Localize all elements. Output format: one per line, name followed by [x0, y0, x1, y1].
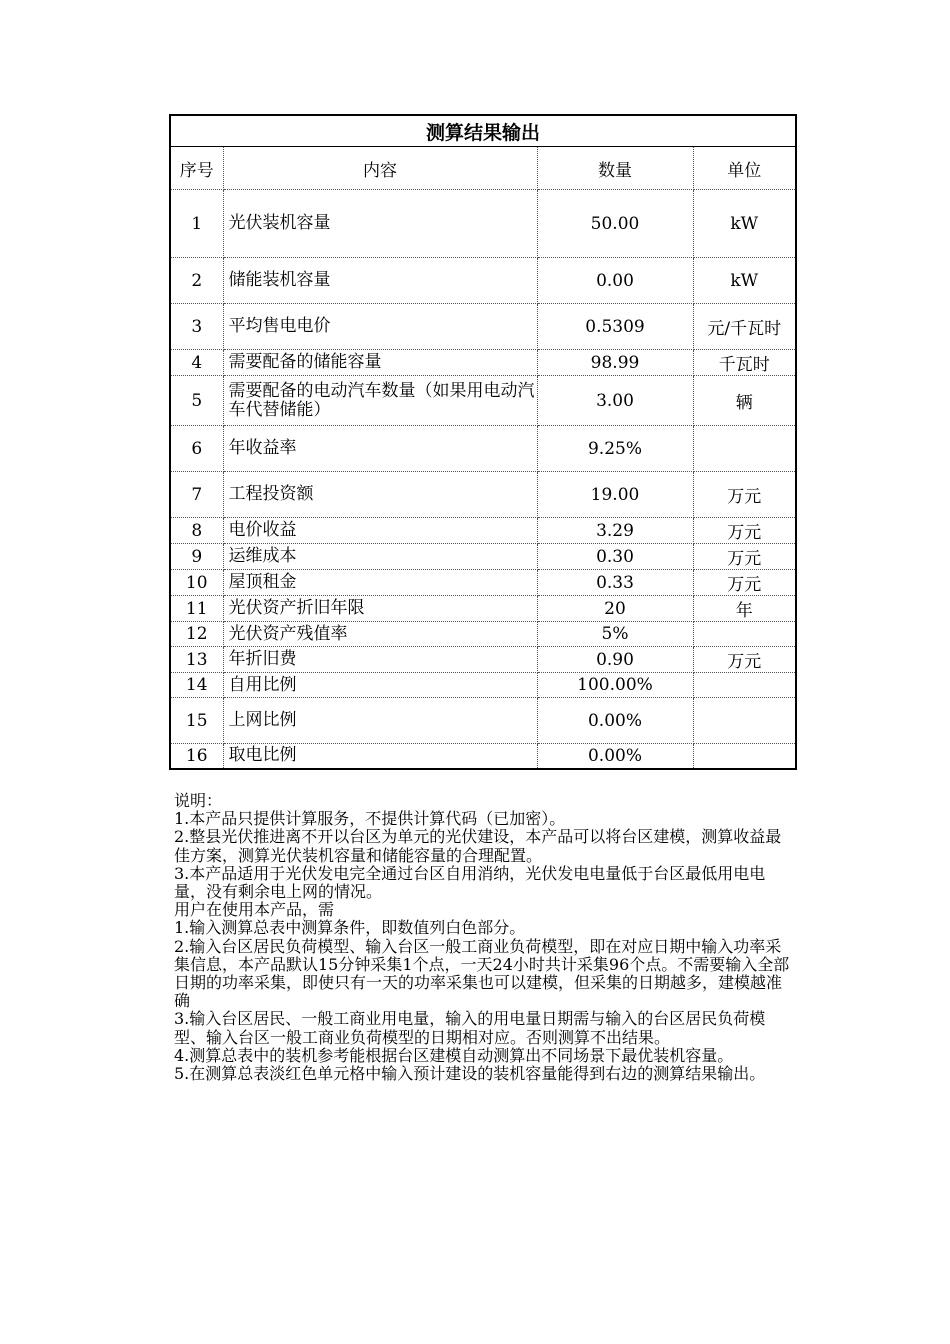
note-line: 1.本产品只提供计算服务，不提供计算代码（已加密）。	[174, 809, 566, 829]
row-content: 平均售电电价	[223, 304, 537, 350]
note-line: 2.输入台区居民负荷模型、输入台区一般工商业负荷模型，即在对应日期中输入功率采集信息，本产品默认15分钟采集1个点，一天24小时共计采集96个点。不需要输入全部日期的功率采集，即使只有一天的功率采集也可以建模，但采集的日期越多，建模越准确	[174, 936, 790, 1011]
row-qty: 0.30	[537, 544, 693, 570]
row-no: 2	[170, 258, 223, 304]
table-row	[170, 544, 796, 570]
result-table	[169, 114, 797, 770]
row-unit: 万元	[693, 472, 796, 518]
table-row	[170, 304, 796, 350]
header-qty: 数量	[537, 147, 693, 190]
table-row	[170, 350, 796, 376]
row-content: 储能装机容量	[223, 258, 537, 304]
row-unit: 辆	[693, 376, 796, 426]
row-no: 10	[170, 570, 223, 596]
row-unit: 万元	[693, 518, 796, 544]
row-no: 1	[170, 190, 223, 258]
row-unit	[693, 744, 796, 769]
row-no: 9	[170, 544, 223, 570]
table-title: 测算结果输出	[170, 115, 796, 147]
table-row	[170, 647, 796, 673]
note-line: 3.输入台区居民、一般工商业用电量，输入的用电量日期需与输入的台区居民负荷模型、输入台区一般工商业负荷模型的日期相对应。否则测算不出结果。	[174, 1009, 766, 1047]
row-content: 自用比例	[223, 673, 537, 698]
row-no: 8	[170, 518, 223, 544]
row-content: 光伏装机容量	[223, 190, 537, 258]
note-line: 2.整县光伏推进离不开以台区为单元的光伏建设，本产品可以将台区建模，测算收益最佳方案，测算光伏装机容量和储能容量的合理配置。	[174, 827, 782, 865]
row-unit: 万元	[693, 544, 796, 570]
header-no: 序号	[170, 147, 223, 190]
row-content: 电价收益	[223, 518, 537, 544]
row-no: 16	[170, 744, 223, 769]
table-row	[170, 518, 796, 544]
row-no: 11	[170, 596, 223, 622]
row-qty: 5%	[537, 622, 693, 647]
table-row	[170, 570, 796, 596]
row-content: 光伏资产折旧年限	[223, 596, 537, 622]
row-qty: 19.00	[537, 472, 693, 518]
row-unit	[693, 622, 796, 647]
notes-section	[174, 792, 790, 1083]
row-no: 7	[170, 472, 223, 518]
row-no: 14	[170, 673, 223, 698]
row-unit	[693, 426, 796, 472]
table-row	[170, 258, 796, 304]
row-content: 上网比例	[223, 698, 537, 744]
table-row	[170, 190, 796, 258]
row-content: 需要配备的电动汽车数量（如果用电动汽车代替储能）	[223, 376, 537, 426]
row-content: 取电比例	[223, 744, 537, 769]
table-row	[170, 744, 796, 769]
row-qty: 20	[537, 596, 693, 622]
note-line: 5.在测算总表淡红色单元格中输入预计建设的装机容量能得到右边的测算结果输出。	[174, 1064, 766, 1084]
row-content: 屋顶租金	[223, 570, 537, 596]
table-row	[170, 622, 796, 647]
header-content: 内容	[223, 147, 537, 190]
table-row	[170, 596, 796, 622]
row-unit: 万元	[693, 647, 796, 673]
note-line: 1.输入测算总表中测算条件，即数值列白色部分。	[174, 918, 526, 938]
note-line: 4.测算总表中的装机参考能根据台区建模自动测算出不同场景下最优装机容量。	[174, 1045, 734, 1065]
row-qty: 0.90	[537, 647, 693, 673]
row-content: 需要配备的储能容量	[223, 350, 537, 376]
table-row	[170, 673, 796, 698]
row-no: 6	[170, 426, 223, 472]
row-no: 3	[170, 304, 223, 350]
row-no: 15	[170, 698, 223, 744]
row-unit: 年	[693, 596, 796, 622]
row-qty: 3.00	[537, 376, 693, 426]
row-qty: 50.00	[537, 190, 693, 258]
row-content: 年收益率	[223, 426, 537, 472]
row-qty: 3.29	[537, 518, 693, 544]
row-unit: kW	[693, 190, 796, 258]
header-unit: 单位	[693, 147, 796, 190]
row-qty: 0.00%	[537, 744, 693, 769]
row-qty: 0.00	[537, 258, 693, 304]
row-no: 5	[170, 376, 223, 426]
row-content: 工程投资额	[223, 472, 537, 518]
row-no: 13	[170, 647, 223, 673]
row-qty: 0.5309	[537, 304, 693, 350]
row-qty: 0.00%	[537, 698, 693, 744]
row-no: 4	[170, 350, 223, 376]
note-line: 用户在使用本产品，需	[174, 900, 335, 920]
result-sheet	[169, 114, 795, 770]
note-line: 3.本产品适用于光伏发电完全通过台区自用消纳，光伏发电电量低于台区最低用电电量，没有剩余电上网的情况。	[174, 863, 766, 902]
row-no: 12	[170, 622, 223, 647]
table-row	[170, 472, 796, 518]
row-unit: 元/千瓦时	[693, 304, 796, 350]
row-content: 运维成本	[223, 544, 537, 570]
row-qty: 0.33	[537, 570, 693, 596]
row-content: 光伏资产残值率	[223, 622, 537, 647]
row-qty: 100.00%	[537, 673, 693, 698]
row-unit: 千瓦时	[693, 350, 796, 376]
row-unit	[693, 673, 796, 698]
row-content: 年折旧费	[223, 647, 537, 673]
row-unit: kW	[693, 258, 796, 304]
table-row	[170, 376, 796, 426]
table-header-row	[170, 147, 796, 190]
row-qty: 98.99	[537, 350, 693, 376]
row-unit: 万元	[693, 570, 796, 596]
table-row	[170, 426, 796, 472]
row-qty: 9.25%	[537, 426, 693, 472]
row-unit	[693, 698, 796, 744]
table-row	[170, 698, 796, 744]
notes-heading: 说明：	[174, 791, 223, 810]
